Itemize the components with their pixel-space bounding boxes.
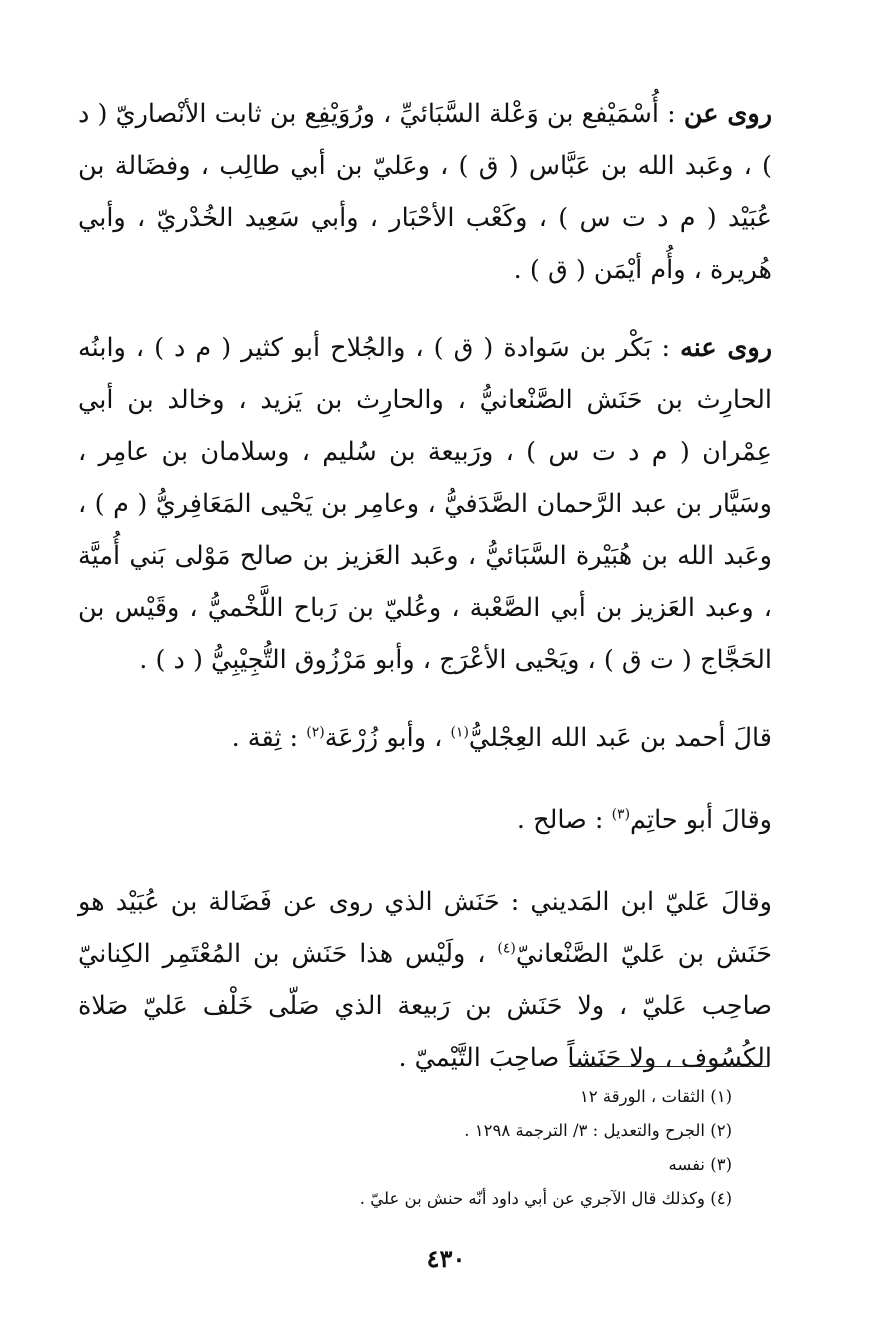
paragraph-rawa-anhu [78, 322, 812, 686]
paragraph-text: وقالَ أبو حاتِم [630, 805, 772, 835]
footnote-item: (١) الثقات ، الورقة ١٢ [579, 1087, 732, 1106]
paragraph-text: : أُسْمَيْفع بن وَعْلة السَّبَائيِّ ، ورُوَيْفِع بن ثابت الأنْصاريّ ( د ) ، وعَبد الله بن عَبَّاس ( ق ) ، وعَليّ بن أبي طالِب ، وفضَالة بن عُبَيْد ( م د ت س ) ، وكَعْب الأحْبَار ، وأبي سَعِيد الخُدْريّ ، وأبي هُريرة ، وأُم أيْمَن ( ق ) . [78, 99, 772, 285]
footnote-ref[interactable]: (٤) [497, 940, 516, 957]
paragraph-madini [78, 876, 812, 1084]
paragraph-abu-hatim [78, 794, 812, 846]
paragraph-text: ، ولَيْس هذا حَنَش بن المُعْتَمِر الكِنانيّ صاحِب عَليّ ، ولا حَنَش بن رَبيعة الذي صَلّى خَلْف عَليّ صَلاة الكُسُوف ، ولا حَنَشاً صاحِبَ التَّيْميّ . [78, 939, 772, 1073]
paragraph-rawa-an [78, 88, 812, 296]
footnote-ref[interactable]: (٢) [306, 724, 325, 741]
footnotes [172, 1080, 732, 1216]
paragraph-text: : بَكْر بن سَوادة ( ق ) ، والجُلاح أبو كثير ( م د ) ، وابنُه الحارِث بن حَنَش الصَّنْعانيُّ ، والحارِث بن يَزيد ، وخالد بن أبي عِمْران ( م د ت س ) ، ورَبيعة بن سُليم ، وسلامان بن عامِر ، وسَيَّار بن عبد الرَّحمان الصَّدَفيُّ ، وعامِر بن يَحْيى المَعَافِريُّ ( م ) ، وعَبد الله بن هُبَيْرة السَّبَائيُّ ، وعَبد العَزيز بن صالح مَوْلى بَني أُميَّة ، وعبد العَزيز بن أبي الصَّعْبة ، وعُليّ بن رَباح اللَّخْميُّ ، وقَيْس بن الحَجَّاج ( ت ق ) ، ويَحْيى الأعْرَج ، وأبو مَرْزُوق التُّجِيْبِيُّ ( د ) . [78, 333, 772, 675]
footnote-item: (٤) وكذلك قال الآجري عن أبي داود أنّه حنش بن عليّ . [359, 1189, 732, 1208]
paragraph-lead: روى عن [683, 99, 773, 129]
paragraph-text: قالَ أحمد بن عَبد الله العِجْليُّ [468, 723, 772, 753]
paragraph-text: : ثِقة . [231, 723, 307, 753]
page-number: ٤٣٠ [426, 1244, 466, 1273]
paragraph-text: : صالح . [516, 805, 612, 835]
footnote-ref[interactable]: (١) [450, 724, 469, 741]
paragraph-ijli [78, 712, 812, 764]
footnote-item: (٣) نفسه [668, 1155, 732, 1174]
footnote-separator [569, 1066, 769, 1067]
paragraph-text: وقالَ عَليّ ابن المَديني : حَنَش الذي روى عن فَضَالة بن عُبَيْد هو حَنَش بن عَليّ الصَّنْعانيّ [78, 887, 772, 969]
paragraph-lead: روى عنه [680, 333, 773, 363]
paragraph-text: ، وأبو زُرْعَة [324, 723, 451, 753]
footnote-item: (٢) الجرح والتعديل : ٣/ الترجمة ١٢٩٨ . [464, 1121, 732, 1140]
footnote-ref[interactable]: (٣) [611, 806, 631, 823]
page-body [78, 88, 812, 1084]
